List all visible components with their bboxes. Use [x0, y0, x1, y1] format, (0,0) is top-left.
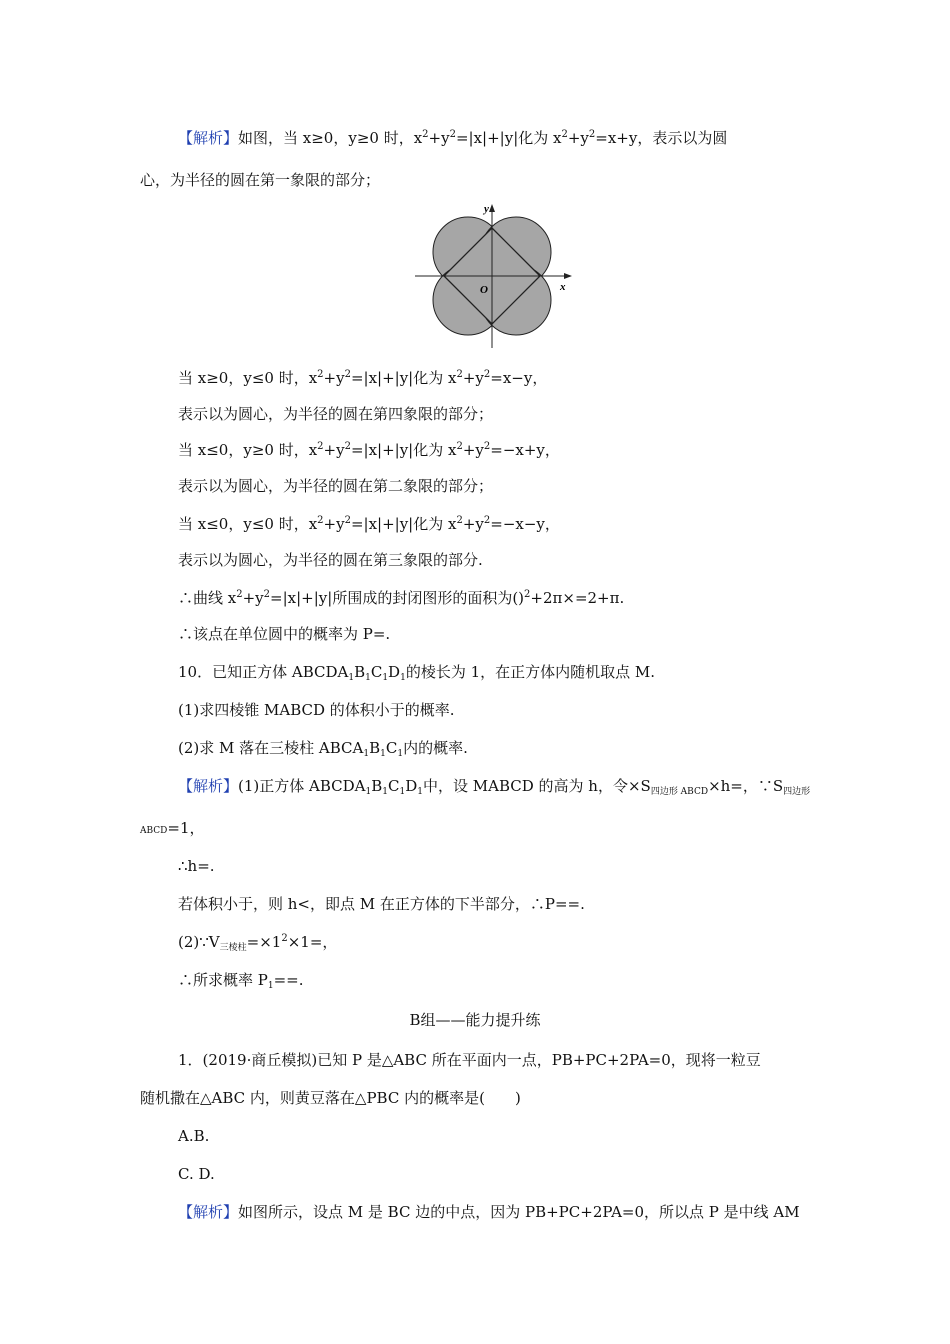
text-line: 表示以为圆心，为半径的圆在第四象限的部分； [178, 405, 494, 423]
y-axis-arrow [489, 204, 495, 212]
text-line: 表示以为圆心，为半径的圆在第三象限的部分. [178, 551, 483, 569]
text-line: 当 x≤0，y≤0 时，$x^2+y^2=|x|+|y|$化为 $x^2+y^2=-x-y$， [178, 515, 560, 533]
section-heading: B组——能力提升练 [409, 1011, 541, 1029]
text-line: ∴所求概率 $P_1==$. [178, 971, 304, 991]
text-line: 随机撒在△ABC 内，则黄豆落在△PBC 内的概率是( ) [140, 1089, 521, 1107]
text-line: 当 x≥0，y≤0 时，$x^2+y^2=|x|+|y|$化为 $x^2+y^2=x-y$， [178, 369, 548, 387]
text-line: ABCD=1， [140, 819, 205, 837]
solution-line: 【解析】(1)正方体 $ABCDA_1B_1C_1D_1$中，设 MABCD 的高为 h，令$\times S_{四边形 ABCD}\times h=$，$\because S_{四边形}$ [178, 777, 811, 797]
text-line: 表示以为圆心，为半径的圆在第二象限的部分； [178, 477, 494, 495]
text-line: 当 x≤0，y≥0 时，$x^2+y^2=|x|+|y|$化为 $x^2+y^2=-x+y$， [178, 441, 560, 459]
text-line: ∴该点在单位圆中的概率为 P=. [178, 625, 391, 643]
solution-tag: 【解析】 [178, 777, 239, 795]
problem-10: 10．已知正方体 $ABCDA_1B_1C_1D_1$的棱长为 1，在正方体内随机取点 M. [178, 663, 656, 683]
y-axis-label: y [484, 203, 489, 215]
option-line: A.B. [178, 1127, 210, 1145]
option-line: C. D. [178, 1165, 215, 1183]
text-line: $(2)\because V_{三棱柱}=\times 1^2\times 1=$， [178, 933, 338, 953]
solution-tag: 【解析】 [178, 1203, 239, 1221]
solution-line: 【解析】如图，当 x≥0，y≥0 时，$x^2+y^2=|x|+|y|$化为 $x^2+y^2=x+y$，表示以为圆 [178, 129, 728, 147]
text-line: 心，为半径的圆在第一象限的部分； [140, 171, 381, 189]
text-line: ∴曲线 $x^2+y^2=|x|+|y|$所围成的封闭图形的面积为()$^2$+2π×=2+π. [178, 589, 625, 607]
solution-tag: 【解析】 [178, 129, 239, 147]
origin-label: O [480, 284, 488, 296]
problem-10-part-1: (1)求四棱锥 MABCD 的体积小于的概率. [178, 701, 455, 719]
solution-line: 【解析】如图所示，设点 M 是 BC 边的中点，因为 PB+PC+2PA=0，所以点 P 是中线 AM [178, 1203, 800, 1221]
x-axis-label: x [560, 281, 566, 293]
text-line: 若体积小于，则 h<，即点 M 在正方体的下半部分，∴P==. [178, 895, 585, 913]
problem-10-part-2: (2)求 M 落在三棱柱 $ABCA_1B_1C_1$内的概率. [178, 739, 468, 759]
problem-1: 1．(2019·商丘模拟)已知 P 是△ABC 所在平面内一点，PB+PC+2PA=0，现将一粒豆 [178, 1051, 761, 1069]
x-axis-arrow [564, 273, 572, 279]
text-line: ∴h=. [178, 857, 215, 875]
flower-curve-figure [410, 200, 578, 350]
